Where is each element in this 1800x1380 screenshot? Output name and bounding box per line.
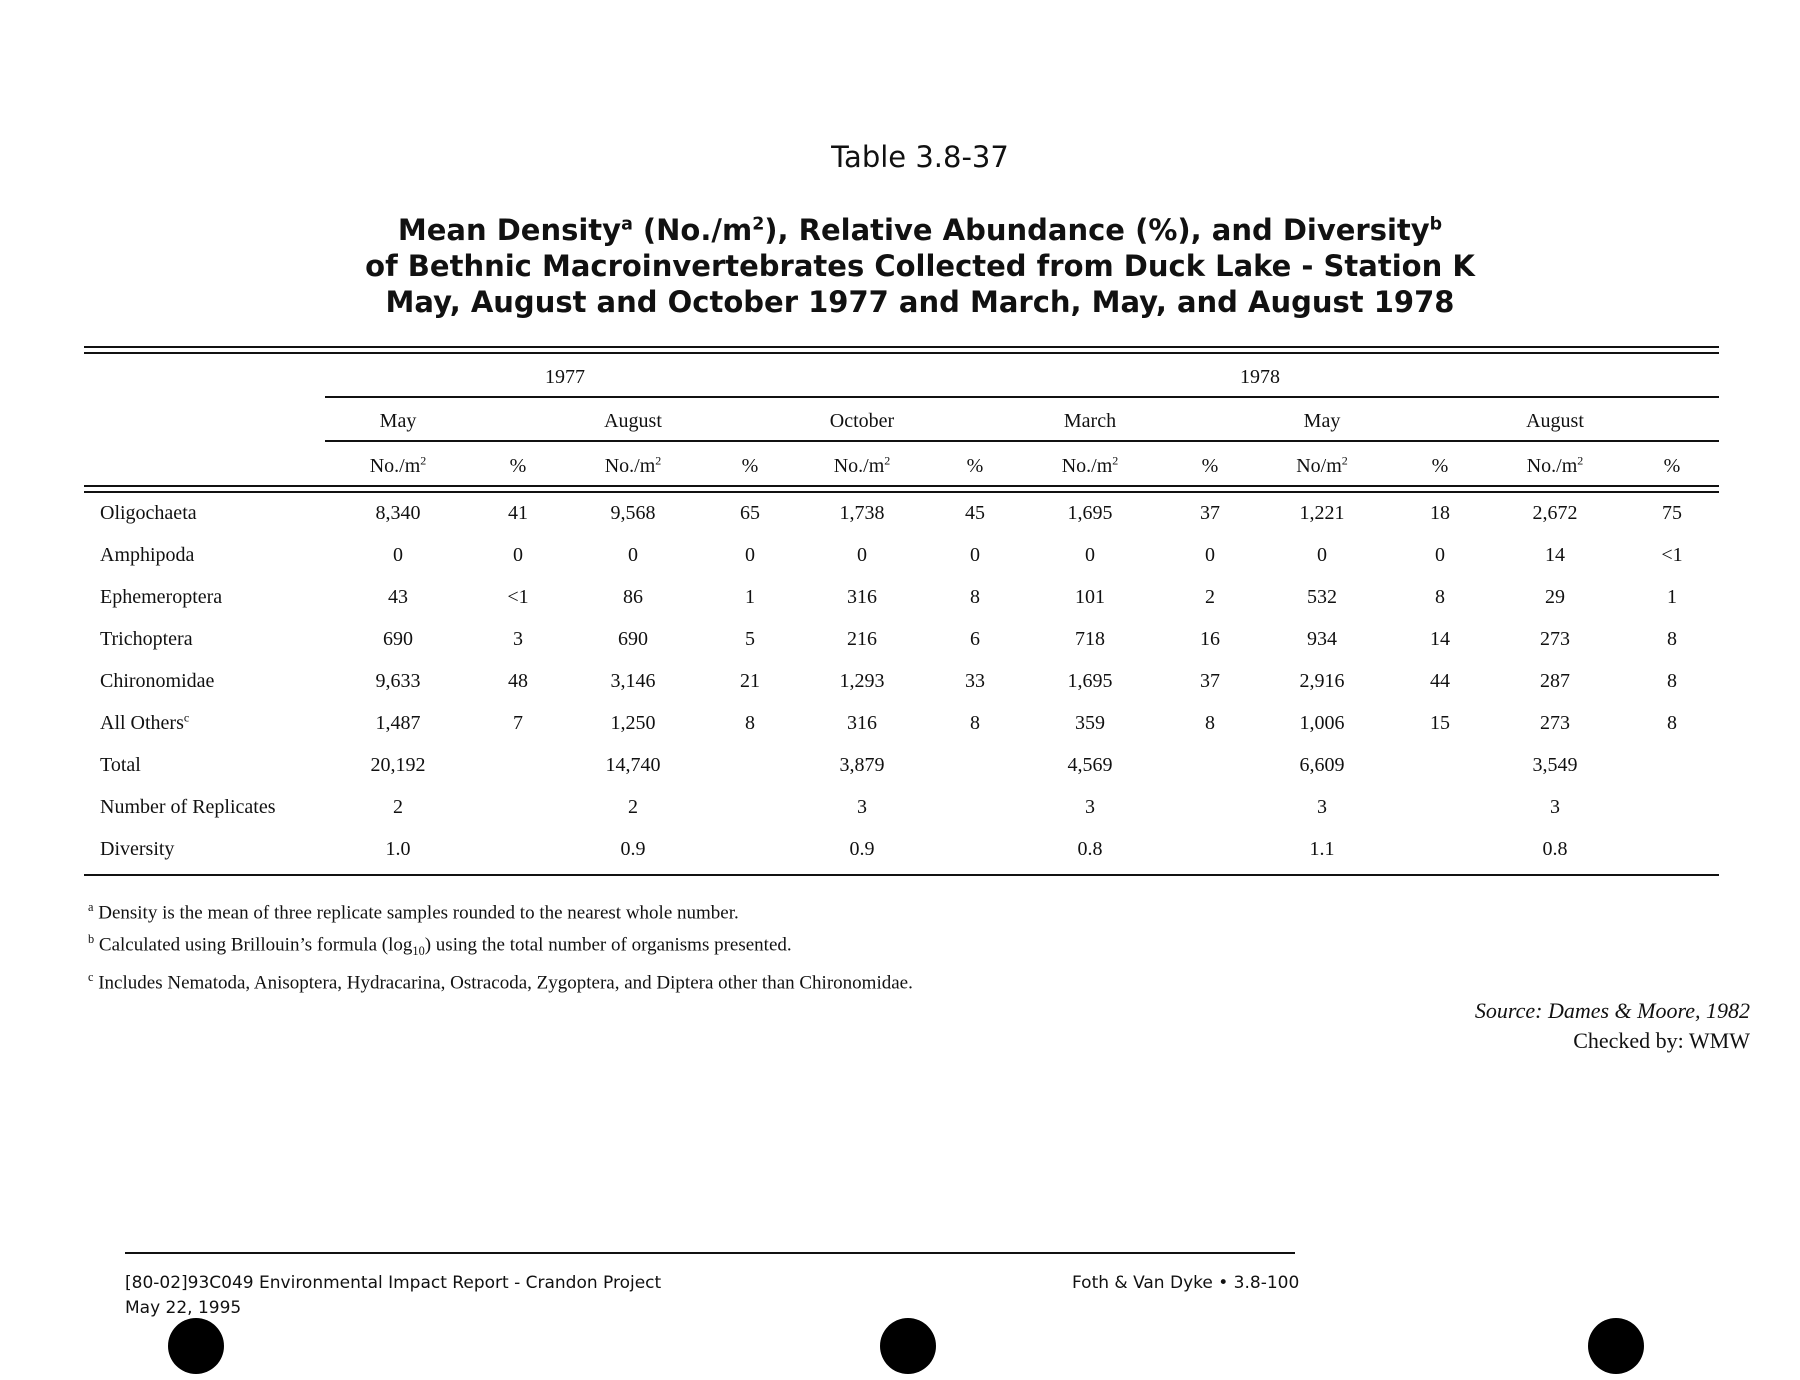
row-label: Amphipoda xyxy=(100,544,195,566)
table-cell: 8,340 xyxy=(375,502,421,524)
footnote-b: $^b$ Calculated using Brillouin’s formula $(\log_{10})$ using the total number of organisms presented. xyxy=(88,932,792,959)
subtitle-text-b: (No./m xyxy=(632,213,753,247)
table-cell: 3,549 xyxy=(1532,754,1578,776)
table-cell: 2 xyxy=(628,796,638,818)
unit-header: $No./m^2$ xyxy=(833,453,891,477)
table-cell: 14,740 xyxy=(605,754,661,776)
year-header-rule xyxy=(325,396,1719,398)
footnotes xyxy=(88,894,913,997)
table-cell: 0 xyxy=(1435,544,1445,566)
unit-header: $No./m^2$ xyxy=(369,453,427,477)
table-cell: 1 xyxy=(1667,586,1677,608)
table-cell: 48 xyxy=(508,670,528,692)
footnote-a: $^a$ Density is the mean of three replicate samples rounded to the nearest whole number. xyxy=(88,900,739,924)
table-cell: 287 xyxy=(1540,670,1570,692)
month-header: May xyxy=(379,410,417,432)
unit-header: % xyxy=(1201,455,1219,477)
table-cell: 690 xyxy=(383,628,413,650)
table-cell: 216 xyxy=(847,628,877,650)
subtitle-text-c: ), Relative Abundance (%), and Diversity xyxy=(764,213,1430,247)
unit-header: % xyxy=(509,455,527,477)
table-cell: 86 xyxy=(623,586,643,608)
subtitle-line-3: May, August and October 1977 and March, May, and August 1978 xyxy=(385,285,1455,319)
unit-header: % xyxy=(1663,455,1681,477)
punch-hole-center xyxy=(880,1318,936,1374)
table-cell: 3 xyxy=(857,796,867,818)
table-cell: 8 xyxy=(970,712,980,734)
table-cell: 1.1 xyxy=(1309,838,1335,860)
table-cell: 934 xyxy=(1307,628,1337,650)
table-cell: 0.9 xyxy=(620,838,646,860)
table-cell: 44 xyxy=(1430,670,1450,692)
month-header: October xyxy=(829,410,895,432)
footer-doc-id: [80-02]93C049 Environmental Impact Report - Crandon Project xyxy=(125,1273,662,1293)
table-cell: 0.8 xyxy=(1542,838,1568,860)
row-label: All Others$^c$ xyxy=(100,710,190,734)
table-cell: 0 xyxy=(628,544,638,566)
table-cell: 2,916 xyxy=(1299,670,1345,692)
month-header: August xyxy=(604,410,662,432)
table-cell: 690 xyxy=(618,628,648,650)
table-cell: 0 xyxy=(513,544,523,566)
table-cell: 9,568 xyxy=(610,502,656,524)
table-cell: 8 xyxy=(1435,586,1445,608)
table-cell: 2,672 xyxy=(1532,502,1578,524)
punch-hole-left xyxy=(168,1318,224,1374)
subtitle-line-1 xyxy=(0,212,1800,248)
table-cell: 101 xyxy=(1075,586,1105,608)
row-label: Chironomidae xyxy=(100,670,215,692)
checked-by: Checked by: WMW xyxy=(1573,1028,1750,1053)
table-cell: 359 xyxy=(1075,712,1105,734)
footnote-mark-a: a xyxy=(621,214,633,235)
table-cell: 273 xyxy=(1540,628,1570,650)
table-cell: 1.0 xyxy=(385,838,411,860)
table-cell: 6,609 xyxy=(1299,754,1345,776)
table-cell: 1 xyxy=(745,586,755,608)
footer-rule xyxy=(125,1252,1295,1254)
table-cell: 33 xyxy=(965,670,985,692)
table-cell: 3 xyxy=(513,628,523,650)
table-cell: 8 xyxy=(1667,712,1677,734)
subtitle-line-2: of Bethnic Macroinvertebrates Collected from Duck Lake - Station K xyxy=(365,249,1475,283)
footer-company: Foth & Van Dyke • 3.8-100 xyxy=(1072,1273,1300,1293)
table-cell: 0 xyxy=(1085,544,1095,566)
table-cell: 0.9 xyxy=(849,838,875,860)
table-cell: 532 xyxy=(1307,586,1337,608)
table-cell: 16 xyxy=(1200,628,1220,650)
table-cell: 1,006 xyxy=(1299,712,1345,734)
row-label: Diversity xyxy=(100,838,175,860)
unit-header: $No./m^2$ xyxy=(1526,453,1584,477)
table-cell: 45 xyxy=(965,502,985,524)
table-title: Table 3.8-37 xyxy=(831,140,1009,174)
table-cell: 8 xyxy=(1205,712,1215,734)
table-cell: 718 xyxy=(1075,628,1105,650)
table-cell: 0 xyxy=(970,544,980,566)
table-cell: 0 xyxy=(857,544,867,566)
row-label: Trichoptera xyxy=(100,628,193,650)
table-cell: 3,879 xyxy=(839,754,885,776)
table-cell: 1,695 xyxy=(1067,502,1113,524)
table-cell: 65 xyxy=(740,502,760,524)
table-cell: 1,738 xyxy=(839,502,885,524)
table-cell: 0.8 xyxy=(1077,838,1103,860)
row-label: Oligochaeta xyxy=(100,502,197,524)
table-cell: 1,250 xyxy=(610,712,656,734)
table-cell: 0 xyxy=(1205,544,1215,566)
table-top-rule-1 xyxy=(84,346,1719,348)
table-cell: 14 xyxy=(1545,544,1565,566)
table-cell: 3,146 xyxy=(610,670,656,692)
table-cell: 3 xyxy=(1317,796,1327,818)
row-label: Total xyxy=(100,754,141,776)
table-cell: 1,487 xyxy=(375,712,421,734)
table-cell: 9,633 xyxy=(375,670,421,692)
table-cell: 2 xyxy=(393,796,403,818)
table-cell: 29 xyxy=(1545,586,1565,608)
unit-header: % xyxy=(741,455,759,477)
row-label: Ephemeroptera xyxy=(100,586,223,608)
source-block xyxy=(1475,996,1750,1056)
footer-date: May 22, 1995 xyxy=(125,1298,242,1318)
table-bottom-rule xyxy=(84,874,1719,876)
year-header-1977: 1977 xyxy=(545,366,585,388)
table-cell: 4,569 xyxy=(1067,754,1113,776)
table-cell: 3 xyxy=(1550,796,1560,818)
table-cell: 21 xyxy=(740,670,760,692)
table-cell: 8 xyxy=(1667,670,1677,692)
table-cell: 6 xyxy=(970,628,980,650)
unit-header: $No./m^2$ xyxy=(1061,453,1119,477)
table-cell: <1 xyxy=(1661,544,1683,566)
table-cell: 15 xyxy=(1430,712,1450,734)
table-cell: 1,695 xyxy=(1067,670,1113,692)
table-cell: 14 xyxy=(1430,628,1450,650)
footnote-mark-b: b xyxy=(1429,214,1443,235)
table-cell: 1,221 xyxy=(1299,502,1345,524)
unit-header: % xyxy=(966,455,984,477)
table-cell: 8 xyxy=(970,586,980,608)
table-cell: 7 xyxy=(513,712,523,734)
month-header-rule xyxy=(325,440,1719,442)
month-header: May xyxy=(1303,410,1341,432)
table-cell: 273 xyxy=(1540,712,1570,734)
table-cell: 316 xyxy=(847,586,877,608)
month-header: March xyxy=(1063,410,1117,432)
table-cell: 0 xyxy=(745,544,755,566)
unit-header: $No./m^2$ xyxy=(604,453,662,477)
table-subtitle xyxy=(0,212,1800,320)
table-cell: 20,192 xyxy=(370,754,426,776)
table-top-rule-2 xyxy=(84,352,1719,354)
table-cell: 0 xyxy=(393,544,403,566)
year-header-1978: 1978 xyxy=(1240,366,1280,388)
footnote-c: $^c$ Includes Nematoda, Anisoptera, Hydracarina, Ostracoda, Zygoptera, and Diptera other than Chironomidae. xyxy=(88,970,913,994)
subtitle-text-a: Mean Density xyxy=(397,213,622,247)
row-label: Number of Replicates xyxy=(100,796,276,818)
table-cell: 37 xyxy=(1200,670,1220,692)
table-cell: 1,293 xyxy=(839,670,885,692)
table-cell: 316 xyxy=(847,712,877,734)
table-cell: 43 xyxy=(388,586,408,608)
table-cell: <1 xyxy=(507,586,529,608)
table-cell: 5 xyxy=(745,628,755,650)
table-cell: 41 xyxy=(508,502,528,524)
table-cell: 75 xyxy=(1662,502,1682,524)
table-cell: 18 xyxy=(1430,502,1450,524)
table-cell: 8 xyxy=(1667,628,1677,650)
table-cell: 8 xyxy=(745,712,755,734)
superscript-2: 2 xyxy=(752,214,765,235)
header-bottom-rule-2 xyxy=(84,491,1719,493)
table-cell: 3 xyxy=(1085,796,1095,818)
table-cell: 0 xyxy=(1317,544,1327,566)
month-header: August xyxy=(1526,410,1584,432)
unit-header: $No/m^2$ xyxy=(1296,453,1348,477)
table-cell: 2 xyxy=(1205,586,1215,608)
table-cell: 37 xyxy=(1200,502,1220,524)
source-citation: Source: Dames & Moore, 1982 xyxy=(1474,998,1750,1023)
punch-hole-right xyxy=(1588,1318,1644,1374)
header-bottom-rule-1 xyxy=(84,485,1719,487)
unit-header: % xyxy=(1431,455,1449,477)
